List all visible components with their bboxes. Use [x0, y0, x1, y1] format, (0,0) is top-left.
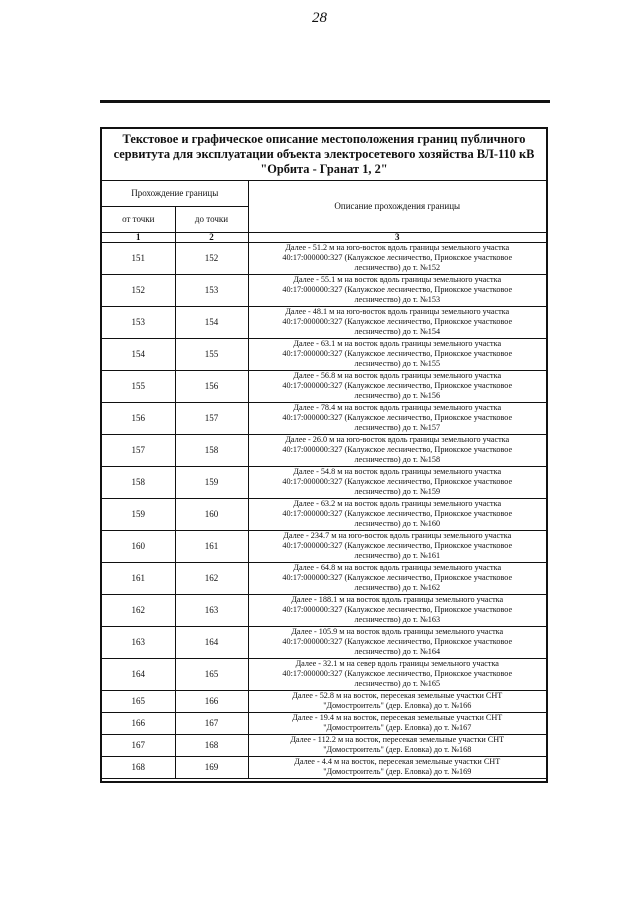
- title-line-1: Текстовое и графическое описание местоположения границ публичного: [122, 132, 526, 146]
- from-point: 160: [102, 530, 175, 562]
- from-point: 157: [102, 434, 175, 466]
- column-number: 1: [102, 232, 175, 242]
- description-line: Далее - 63.2 м на восток вдоль границы земельного участка: [293, 499, 502, 508]
- to-point: 166: [175, 690, 248, 712]
- boundary-description: [248, 530, 546, 562]
- description-line: Далее - 63.1 м на восток вдоль границы земельного участка: [293, 339, 502, 348]
- table-row: [102, 466, 546, 498]
- servitude-table-frame: [100, 127, 548, 783]
- to-point: 165: [175, 658, 248, 690]
- table-row: [102, 274, 546, 306]
- description-header: Описание прохождения границы: [248, 181, 546, 232]
- table-title: [102, 129, 546, 181]
- boundary-description: [248, 434, 546, 466]
- description-line: 40:17:000000:327 (Калужское лесничество, Приокское участковое: [282, 317, 513, 326]
- to-point: 161: [175, 530, 248, 562]
- description-line: Далее - 112.2 м на восток, пересекая земельные участки СНТ: [290, 735, 505, 744]
- table-row: [102, 306, 546, 338]
- from-point-header: от точки: [102, 206, 175, 232]
- from-point: 165: [102, 690, 175, 712]
- to-point: 162: [175, 562, 248, 594]
- from-point: 153: [102, 306, 175, 338]
- boundary-description: [248, 626, 546, 658]
- table-row: [102, 626, 546, 658]
- table-row: [102, 712, 546, 734]
- boundary-description: [248, 242, 546, 274]
- description-line: 40:17:000000:327 (Калужское лесничество, Приокское участковое: [282, 509, 513, 518]
- description-line: "Домостроитель" (дер. Еловка) до т. №166: [323, 701, 472, 710]
- from-point: 154: [102, 338, 175, 370]
- description-line: 40:17:000000:327 (Калужское лесничество, Приокское участковое: [282, 285, 513, 294]
- table-row: [102, 434, 546, 466]
- description-line: 40:17:000000:327 (Калужское лесничество, Приокское участковое: [282, 381, 513, 390]
- table-row: [102, 242, 546, 274]
- description-line: лесничество) до т. №164: [354, 647, 441, 656]
- boundary-table: [102, 181, 546, 779]
- from-point: 151: [102, 242, 175, 274]
- description-line: 40:17:000000:327 (Калужское лесничество, Приокское участковое: [282, 413, 513, 422]
- description-line: 40:17:000000:327 (Калужское лесничество, Приокское участковое: [282, 349, 513, 358]
- table-body: [102, 242, 546, 778]
- boundary-description: [248, 734, 546, 756]
- from-point: 158: [102, 466, 175, 498]
- description-line: 40:17:000000:327 (Калужское лесничество, Приокское участковое: [282, 253, 513, 262]
- boundary-description: [248, 338, 546, 370]
- title-line-3: "Орбита - Гранат 1, 2": [260, 162, 388, 176]
- to-point: 155: [175, 338, 248, 370]
- table-row: [102, 594, 546, 626]
- description-line: лесничество) до т. №152: [354, 263, 441, 272]
- table-row: [102, 658, 546, 690]
- from-point: 163: [102, 626, 175, 658]
- from-point: 164: [102, 658, 175, 690]
- column-number: 3: [248, 232, 546, 242]
- description-line: лесничество) до т. №156: [354, 391, 441, 400]
- description-line: лесничество) до т. №157: [354, 423, 441, 432]
- description-line: лесничество) до т. №160: [354, 519, 441, 528]
- boundary-description: [248, 274, 546, 306]
- to-point: 156: [175, 370, 248, 402]
- description-line: лесничество) до т. №165: [354, 679, 441, 688]
- table-row: [102, 530, 546, 562]
- to-point: 152: [175, 242, 248, 274]
- description-line: 40:17:000000:327 (Калужское лесничество, Приокское участковое: [282, 669, 513, 678]
- boundary-description: [248, 498, 546, 530]
- to-point: 160: [175, 498, 248, 530]
- header-rule: [100, 100, 550, 103]
- description-line: лесничество) до т. №159: [354, 487, 441, 496]
- description-line: лесничество) до т. №158: [354, 455, 441, 464]
- description-line: лесничество) до т. №162: [354, 583, 441, 592]
- description-line: Далее - 51.2 м на юго-восток вдоль границы земельного участка: [285, 243, 510, 252]
- description-line: Далее - 54.8 м на восток вдоль границы земельного участка: [293, 467, 502, 476]
- boundary-description: [248, 466, 546, 498]
- from-point: 156: [102, 402, 175, 434]
- description-line: Далее - 26.0 м на юго-восток вдоль границы земельного участка: [285, 435, 510, 444]
- column-number: 2: [175, 232, 248, 242]
- description-line: Далее - 64.8 м на восток вдоль границы земельного участка: [293, 563, 502, 572]
- table-row: [102, 338, 546, 370]
- description-line: 40:17:000000:327 (Калужское лесничество, Приокское участковое: [282, 477, 513, 486]
- from-point: 155: [102, 370, 175, 402]
- to-point: 167: [175, 712, 248, 734]
- from-point: 159: [102, 498, 175, 530]
- description-line: лесничество) до т. №163: [354, 615, 441, 624]
- boundary-description: [248, 594, 546, 626]
- boundary-description: [248, 306, 546, 338]
- description-line: Далее - 56.8 м на восток вдоль границы земельного участка: [293, 371, 502, 380]
- to-point: 157: [175, 402, 248, 434]
- boundary-description: [248, 402, 546, 434]
- boundary-description: [248, 756, 546, 778]
- description-line: 40:17:000000:327 (Калужское лесничество, Приокское участковое: [282, 637, 513, 646]
- description-line: "Домостроитель" (дер. Еловка) до т. №168: [323, 745, 472, 754]
- to-point: 169: [175, 756, 248, 778]
- table-row: [102, 734, 546, 756]
- description-line: Далее - 188.1 м на восток вдоль границы земельного участка: [291, 595, 504, 604]
- description-line: лесничество) до т. №155: [354, 359, 441, 368]
- description-line: Далее - 55.1 м на восток вдоль границы земельного участка: [293, 275, 502, 284]
- from-point: 152: [102, 274, 175, 306]
- from-point: 167: [102, 734, 175, 756]
- to-point: 158: [175, 434, 248, 466]
- passage-header: Прохождение границы: [102, 181, 248, 206]
- description-line: Далее - 234.7 м на юго-восток вдоль границы земельного участка: [283, 531, 512, 540]
- from-point: 168: [102, 756, 175, 778]
- description-line: Далее - 78.4 м на восток вдоль границы земельного участка: [293, 403, 502, 412]
- description-line: Далее - 4.4 м на восток, пересекая земельные участки СНТ: [294, 757, 501, 766]
- table-row: [102, 756, 546, 778]
- table-row: [102, 690, 546, 712]
- to-point: 154: [175, 306, 248, 338]
- description-line: лесничество) до т. №154: [354, 327, 441, 336]
- description-line: 40:17:000000:327 (Калужское лесничество, Приокское участковое: [282, 573, 513, 582]
- table-row: [102, 498, 546, 530]
- boundary-description: [248, 370, 546, 402]
- boundary-description: [248, 562, 546, 594]
- from-point: 162: [102, 594, 175, 626]
- table-row: [102, 402, 546, 434]
- to-point: 164: [175, 626, 248, 658]
- to-point: 163: [175, 594, 248, 626]
- page-number: 28: [312, 10, 327, 26]
- title-line-2: сервитута для эксплуатации объекта электросетевого хозяйства ВЛ-110 кВ: [113, 147, 535, 161]
- description-line: Далее - 48.1 м на юго-восток вдоль границы земельного участка: [285, 307, 510, 316]
- boundary-description: [248, 712, 546, 734]
- to-point: 168: [175, 734, 248, 756]
- boundary-description: [248, 658, 546, 690]
- description-line: Далее - 52.8 м на восток, пересекая земельные участки СНТ: [292, 691, 503, 700]
- description-line: Далее - 19.4 м на восток, пересекая земельные участки СНТ: [292, 713, 503, 722]
- description-line: "Домостроитель" (дер. Еловка) до т. №167: [323, 723, 472, 732]
- description-line: лесничество) до т. №161: [354, 551, 441, 560]
- boundary-description: [248, 690, 546, 712]
- from-point: 161: [102, 562, 175, 594]
- description-line: 40:17:000000:327 (Калужское лесничество, Приокское участковое: [282, 541, 513, 550]
- to-point: 159: [175, 466, 248, 498]
- from-point: 166: [102, 712, 175, 734]
- to-point: 153: [175, 274, 248, 306]
- description-line: Далее - 105.9 м на восток вдоль границы земельного участка: [291, 627, 504, 636]
- description-line: Далее - 32.1 м на север вдоль границы земельного участка: [295, 659, 499, 668]
- to-point-header: до точки: [175, 206, 248, 232]
- description-line: лесничество) до т. №153: [354, 295, 441, 304]
- table-row: [102, 562, 546, 594]
- description-line: 40:17:000000:327 (Калужское лесничество, Приокское участковое: [282, 605, 513, 614]
- description-line: "Домостроитель" (дер. Еловка) до т. №169: [323, 767, 472, 776]
- description-line: 40:17:000000:327 (Калужское лесничество, Приокское участковое: [282, 445, 513, 454]
- table-row: [102, 370, 546, 402]
